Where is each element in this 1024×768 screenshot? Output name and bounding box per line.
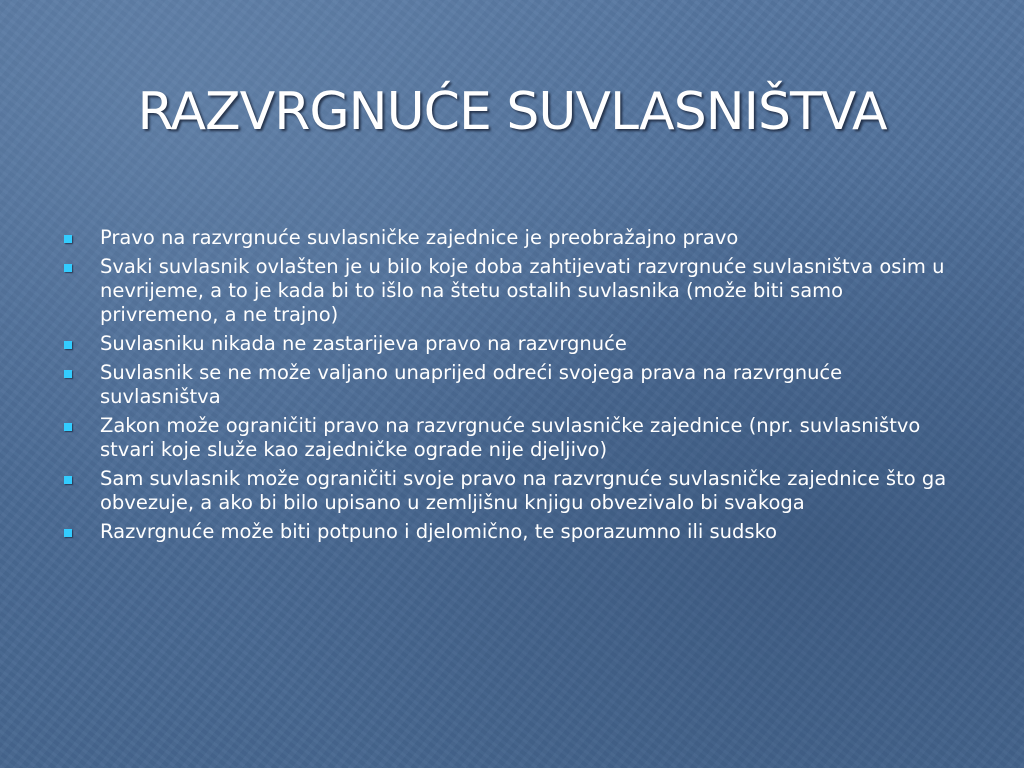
square-bullet-icon	[64, 476, 72, 484]
list-item	[62, 332, 962, 356]
bullet-text: Suvlasnik se ne može valjano unaprijed odreći svojega prava na razvrgnuće suvlasništva	[100, 361, 843, 408]
square-bullet-icon	[64, 423, 72, 431]
bullet-text: Svaki suvlasnik ovlašten je u bilo koje doba zahtijevati razvrgnuće suvlasništva osim u nevrijeme, a to je kada bi to išlo na štetu ostalih suvlasnika (može biti samo privremeno, a ne trajno)	[100, 255, 945, 326]
square-bullet-icon	[64, 264, 72, 272]
bullet-text: Zakon može ograničiti pravo na razvrgnuće suvlasničke zajednice (npr. suvlasništvo stvari koje služe kao zajedničke ograde nije djeljivo)	[100, 414, 921, 461]
bullet-text: Sam suvlasnik može ograničiti svoje pravo na razvrgnuće suvlasničke zajednice što ga obvezuje, a ako bi bilo upisano u zemljišnu knjigu obvezivalo bi svakoga	[100, 467, 947, 514]
slide-title: RAZVRGNUĆE SUVLASNIŠTVA	[137, 82, 887, 142]
list-item	[62, 520, 962, 544]
square-bullet-icon	[64, 235, 72, 243]
square-bullet-icon	[64, 529, 72, 537]
list-item	[62, 255, 962, 327]
bullet-text: Razvrgnuće može biti potpuno i djelomično, te sporazumno ili sudsko	[100, 520, 778, 543]
square-bullet-icon	[64, 370, 72, 378]
bullet-list	[62, 226, 962, 549]
list-item	[62, 414, 962, 462]
list-item	[62, 226, 962, 250]
square-bullet-icon	[64, 341, 72, 349]
list-item	[62, 467, 962, 515]
bullet-text: Suvlasniku nikada ne zastarijeva pravo na razvrgnuće	[100, 332, 627, 355]
list-item	[62, 361, 962, 409]
bullet-text: Pravo na razvrgnuće suvlasničke zajednice je preobražajno pravo	[100, 226, 739, 249]
